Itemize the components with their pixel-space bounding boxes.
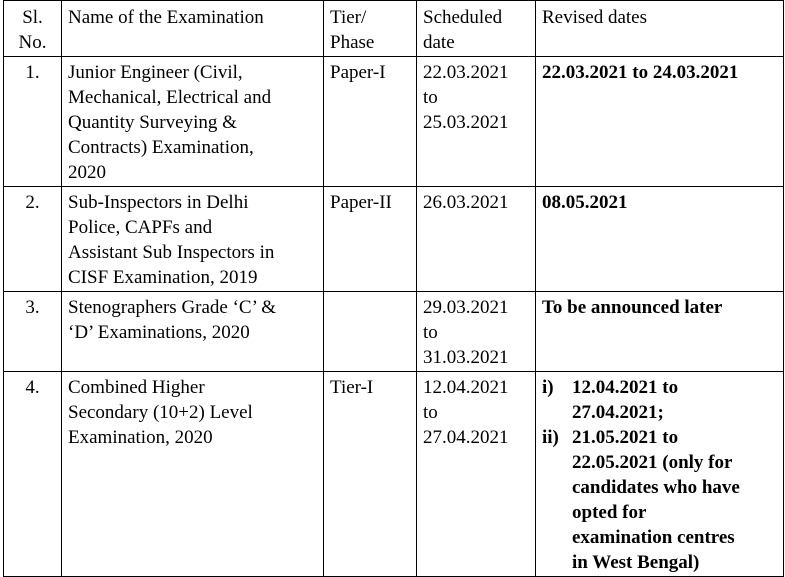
revised-line: examination centres [572,527,735,548]
revised-line: 21.05.2021 to [572,427,679,448]
revised-line: 12.04.2021 to [572,377,679,398]
row-revised [536,187,784,292]
scheduled-line: 31.03.2021 [423,347,509,368]
revised-text: To be announced later [542,297,723,318]
list-marker: ii) [542,427,559,448]
scheduled-line: to [423,402,438,423]
row-revised [536,372,784,577]
header-sl-no [4,1,62,57]
table-row [4,57,784,187]
scheduled-line: 22.03.2021 [423,62,509,83]
header-sl-line-1: Sl. [22,7,43,28]
header-revised-dates [536,1,784,57]
tier-text: Paper-II [330,192,392,213]
table-header-row [4,1,784,57]
name-line: Combined Higher [68,377,205,398]
revised-list-item [542,375,777,425]
revised-item-text [572,375,678,425]
name-line: Mechanical, Electrical and [68,87,272,108]
revised-line: opted for [572,502,647,523]
sl-text: 4. [25,377,40,398]
row-scheduled [417,372,536,577]
row-exam-name [62,57,324,187]
header-tier-line-2: Phase [330,32,375,53]
header-revised-text: Revised dates [542,7,648,28]
row-scheduled [417,57,536,187]
scheduled-line: 29.03.2021 [423,297,509,318]
list-marker: i) [542,377,554,398]
tier-text: Tier-I [330,377,374,398]
header-tier-line-1: Tier/ [330,7,367,28]
table-row [4,292,784,372]
name-line: 2020 [68,162,106,183]
name-line: Police, CAPFs and [68,217,213,238]
name-line: Sub-Inspectors in Delhi [68,192,249,213]
revised-line: in West Bengal) [572,552,700,573]
scheduled-line: to [423,87,438,108]
row-sl-no [4,292,62,372]
row-exam-name [62,187,324,292]
sl-text: 3. [25,297,40,318]
revised-line: 22.05.2021 (only for [572,452,733,473]
name-line: Quantity Surveying & [68,112,237,133]
name-line: Contracts) Examination, [68,137,254,158]
table-row [4,187,784,292]
name-line: Assistant Sub Inspectors in [68,242,275,263]
name-line: Secondary (10+2) Level [68,402,253,423]
row-revised [536,57,784,187]
sl-text: 2. [25,192,40,213]
name-line: Stenographers Grade ‘C’ & [68,297,277,318]
row-exam-name [62,372,324,577]
revised-text: 08.05.2021 [542,192,628,213]
header-name-text: Name of the Examination [68,7,264,28]
revised-text: 22.03.2021 to 24.03.2021 [542,62,739,83]
row-scheduled [417,187,536,292]
header-scheduled-date [417,1,536,57]
tier-text: Paper-I [330,62,386,83]
header-tier-phase [324,1,417,57]
revised-line: candidates who have [572,477,740,498]
row-tier [324,372,417,577]
row-sl-no [4,57,62,187]
scheduled-line: 12.04.2021 [423,377,509,398]
row-tier [324,292,417,372]
table-row [4,372,784,577]
sl-text: 1. [25,62,40,83]
row-sl-no [4,372,62,577]
scheduled-line: to [423,322,438,343]
header-scheduled-line-1: Scheduled [423,7,503,28]
name-line: ‘D’ Examinations, 2020 [68,322,250,343]
exam-schedule-table [3,0,784,577]
revised-item-text [572,425,740,575]
scheduled-line: 25.03.2021 [423,112,509,133]
name-line: Examination, 2020 [68,427,213,448]
name-line: Junior Engineer (Civil, [68,62,243,83]
header-scheduled-line-2: date [423,32,455,53]
scheduled-line: 26.03.2021 [423,192,509,213]
scheduled-line: 27.04.2021 [423,427,509,448]
revised-line: 27.04.2021; [572,402,664,423]
name-line: CISF Examination, 2019 [68,267,258,288]
row-revised [536,292,784,372]
row-scheduled [417,292,536,372]
row-sl-no [4,187,62,292]
row-exam-name [62,292,324,372]
header-exam-name [62,1,324,57]
revised-list-item [542,425,777,575]
row-tier [324,57,417,187]
header-sl-line-2: No. [18,32,47,53]
row-tier [324,187,417,292]
